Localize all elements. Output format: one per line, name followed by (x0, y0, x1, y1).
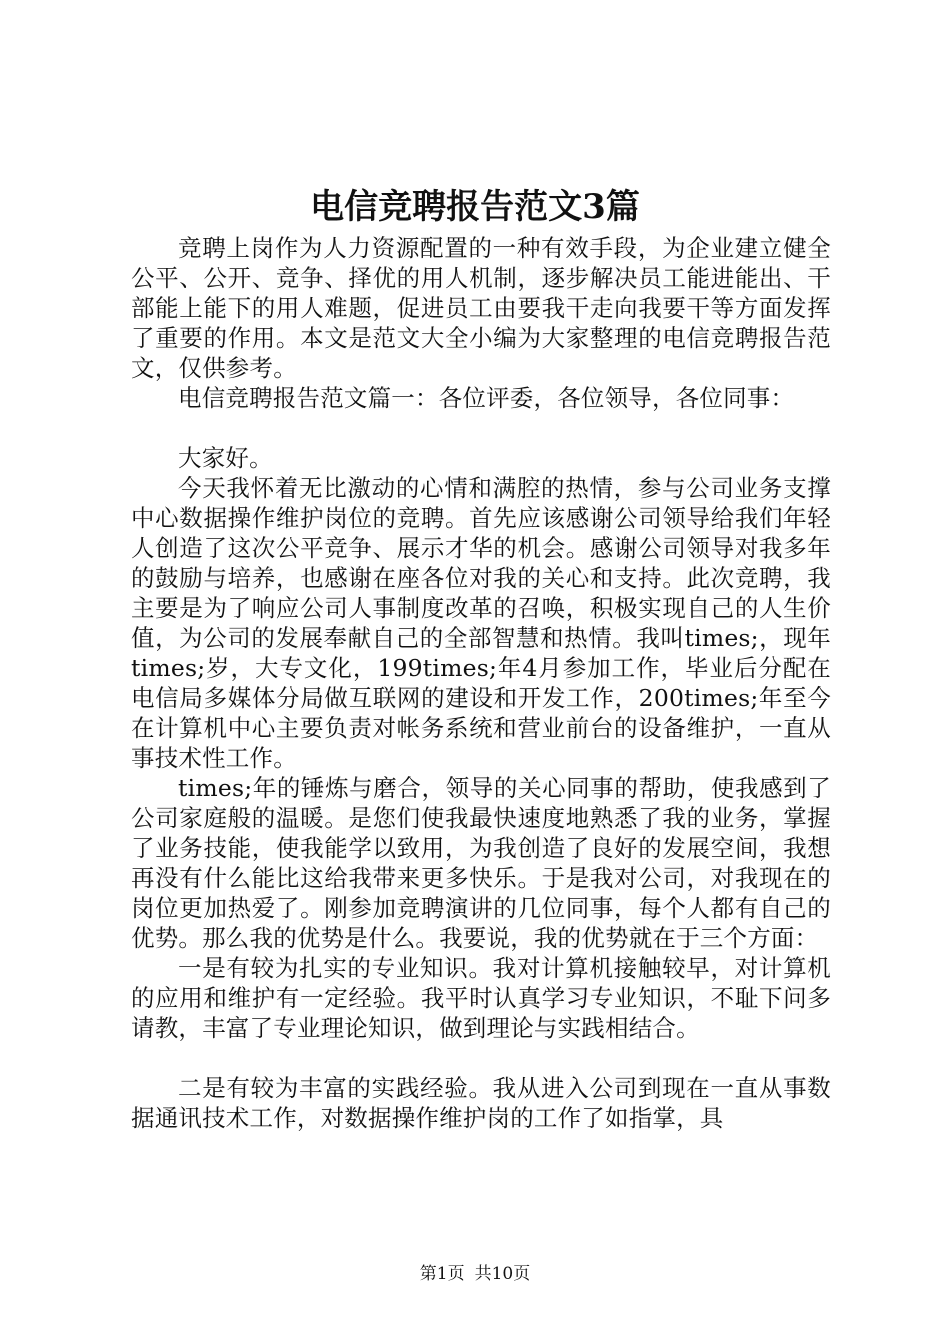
self-introduction-paragraph: 今天我怀着无比激动的心情和满腔的热情，参与公司业务支撑中心数据操作维护岗位的竞聘。首先应该感谢公司领导给我们年轻人创造了这次公平竞争、展示才华的机会。感谢公司领导对我多年的鼓励与培养，也感谢在座各位对我的关心和支持。此次竞聘，我主要是为了响应公司人事制度改革的召唤，积极实现自己的人生价值，为公司的发展奉献自己的全部智慧和热情。我叫times;，现年times;岁，大专文化，199times;年4月参加工作，毕业后分配在电信局多媒体分局做互联网的建设和开发工作，200times;年至今在计算机中心主要负责对帐务系统和营业前台的设备维护，一直从事技术性工作。 (131, 474, 831, 772)
advantage-two-paragraph: 二是有较为丰富的实践经验。我从进入公司到现在一直从事数据通讯技术工作，对数据操作维护岗的工作了如指掌，具 (131, 1074, 831, 1132)
document-title: 电信竞聘报告范文3篇 (310, 187, 640, 227)
document-body (131, 233, 831, 1133)
salutation-paragraph: 电信竞聘报告范文篇一：各位评委，各位领导，各位同事： (178, 384, 795, 412)
advantage-one-paragraph: 一是有较为扎实的专业知识。我对计算机接触较早，对计算机的应用和维护有一定经验。我平时认真学习专业知识，不耻下问多请教，丰富了专业理论知识，做到理论与实践相结合。 (131, 954, 831, 1042)
page-footer (0, 1262, 950, 1286)
greeting-paragraph: 大家好。 (178, 444, 273, 472)
page-total: 共10页 (474, 1264, 531, 1284)
page-number: 第1页 (419, 1264, 465, 1284)
intro-paragraph: 竞聘上岗作为人力资源配置的一种有效手段，为企业建立健全公平、公开、竞争、择优的用人机制，逐步解决员工能进能出、干部能上能下的用人难题，促进员工由要我干走向我要干等方面发挥了重要的作用。本文是范文大全小编为大家整理的电信竞聘报告范文，仅供参考。 (131, 234, 831, 382)
experience-paragraph: times;年的锤炼与磨合，领导的关心同事的帮助，使我感到了公司家庭般的温暖。是您们使我最快速度地熟悉了我的业务，掌握了业务技能，使我能学以致用，为我创造了良好的发展空间，我想再没有什么能比这给我带来更多快乐。于是我对公司，对我现在的岗位更加热爱了。刚参加竞聘演讲的几位同事，每个人都有自己的优势。那么我的优势是什么。我要说，我的优势就在于三个方面： (131, 774, 831, 952)
